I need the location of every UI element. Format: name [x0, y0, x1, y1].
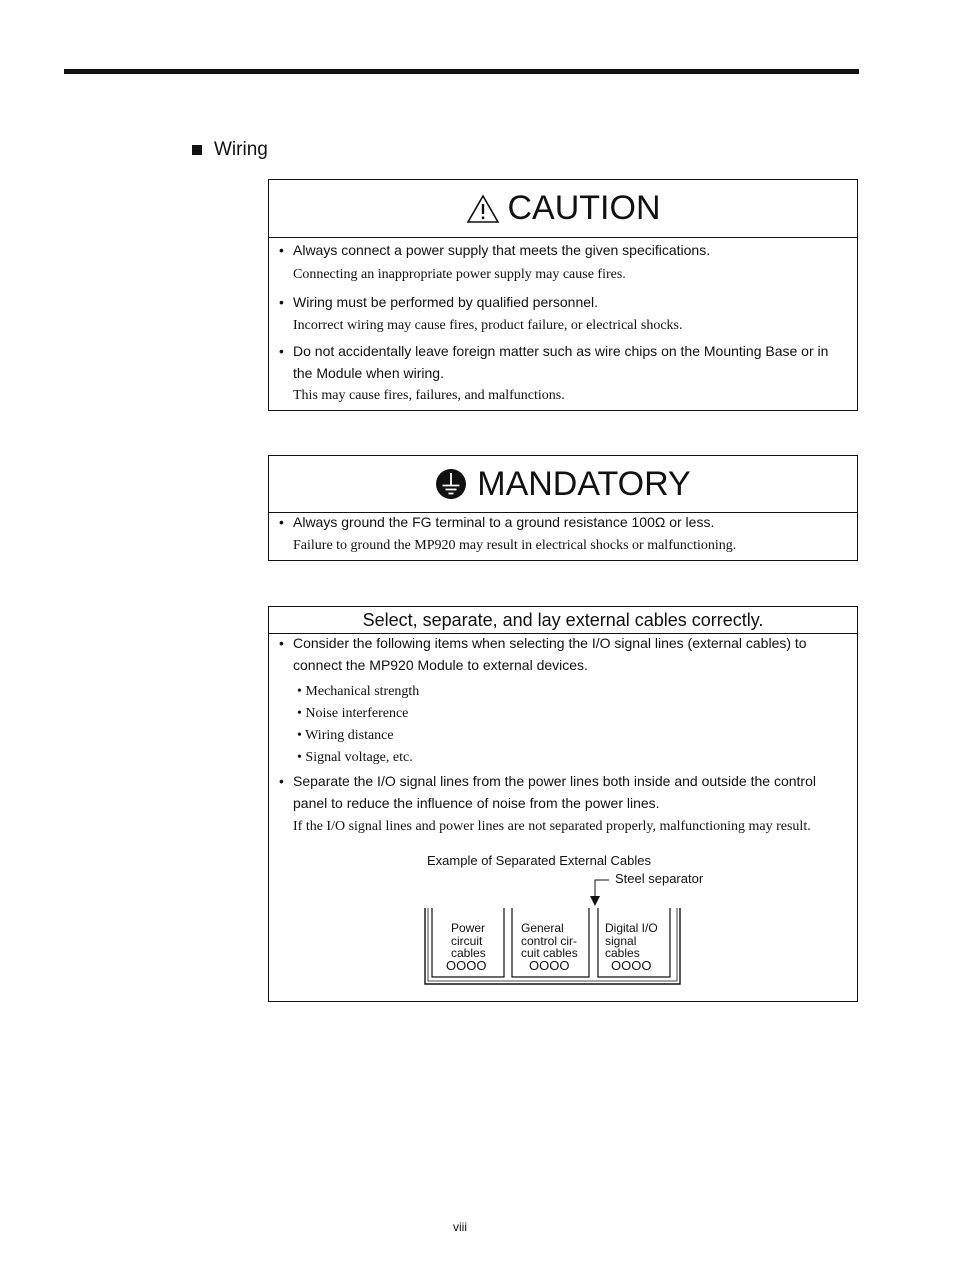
caution-box	[268, 179, 858, 411]
page-number: viii	[453, 1220, 467, 1234]
mandatory-item	[279, 513, 845, 531]
cables-item	[279, 632, 845, 676]
separator-label: Steel separator	[615, 871, 704, 886]
cable-rings: OOOO	[529, 958, 570, 973]
mandatory-item-text: Always ground the FG terminal to a ground resistance 100Ω or less.	[293, 514, 715, 530]
section-title: Wiring	[214, 139, 268, 160]
square-bullet-icon	[192, 145, 202, 155]
cables-box	[268, 606, 858, 1002]
compartment-label	[605, 922, 658, 960]
cables-title: Select, separate, and lay external cables correctly.	[362, 609, 764, 630]
compartment-label-line: cuit cables	[521, 946, 578, 960]
top-rule	[64, 69, 859, 74]
bullet-dot: •	[279, 635, 284, 651]
bullet-dot: •	[279, 343, 284, 359]
subitem-list	[279, 681, 845, 769]
diagram-title: Example of Separated External Cables	[427, 853, 652, 868]
bullet-dot: •	[279, 242, 284, 258]
subitem: • Mechanical strength	[297, 684, 420, 699]
compartment-label-line: cables	[605, 946, 640, 960]
caution-title: CAUTION	[507, 189, 661, 227]
compartment-label	[521, 922, 578, 960]
bullet-dot: •	[279, 514, 284, 530]
mandatory-item-note: Failure to ground the MP920 may result in electrical shocks or malfunctioning.	[293, 538, 737, 553]
cables-item-text: Consider the following items when selecting the I/O signal lines (external cables) to connect the MP920 Module to external devices.	[293, 635, 807, 673]
cables-item-note: If the I/O signal lines and power lines are not separated properly, malfunctioning may result.	[293, 819, 811, 834]
caution-item	[279, 288, 845, 315]
mandatory-box	[268, 455, 858, 561]
caution-item-text: Always connect a power supply that meets the given specifications.	[293, 242, 711, 258]
caution-header	[269, 180, 857, 238]
subitem: • Noise interference	[297, 706, 409, 721]
compartment-label-line: Digital I/O	[605, 921, 658, 935]
warning-triangle-icon	[466, 194, 500, 224]
cables-body	[269, 632, 857, 835]
caution-item-note: This may cause fires, failures, and malfunctions.	[293, 388, 565, 403]
compartment-label-line: signal	[605, 933, 637, 948]
mandatory-title: MANDATORY	[477, 464, 691, 503]
subitem: • Signal voltage, etc.	[297, 750, 413, 765]
bullet-dot: •	[279, 773, 284, 789]
caution-item-note: Incorrect wiring may cause fires, product failure, or electrical shocks.	[293, 318, 683, 333]
caution-item-text: Do not accidentally leave foreign matter such as wire chips on the Mounting Base or in the Module when wiring.	[293, 343, 829, 381]
compartment-label-line: Power	[451, 921, 486, 935]
compartment-label	[451, 922, 486, 960]
compartment-label-line: General	[521, 921, 564, 935]
bullet-dot: •	[279, 293, 284, 310]
compartment-label-line: cables	[451, 946, 486, 960]
cables-item-text: Separate the I/O signal lines from the power lines both inside and outside the control panel to reduce the influence of noise from the power lines.	[293, 773, 816, 811]
cables-header	[269, 607, 857, 634]
compartment-label-line: circuit	[451, 933, 483, 948]
cable-separation-diagram	[424, 853, 714, 988]
section-heading	[192, 139, 268, 161]
cable-rings: OOOO	[446, 958, 487, 973]
mandatory-header	[269, 456, 857, 513]
subitem: • Wiring distance	[297, 728, 394, 743]
mandatory-body	[269, 513, 857, 557]
compartment-label-line: control cir-	[521, 933, 578, 948]
caution-item-text: Wiring must be performed by qualified personnel.	[293, 293, 599, 310]
caution-item-note: Connecting an inappropriate power supply may cause fires.	[293, 267, 626, 282]
ground-icon	[435, 468, 467, 500]
caution-body	[269, 236, 857, 404]
cable-rings: OOOO	[611, 958, 652, 973]
caution-item	[279, 340, 845, 384]
caution-item	[279, 236, 845, 264]
cables-item	[279, 770, 845, 814]
